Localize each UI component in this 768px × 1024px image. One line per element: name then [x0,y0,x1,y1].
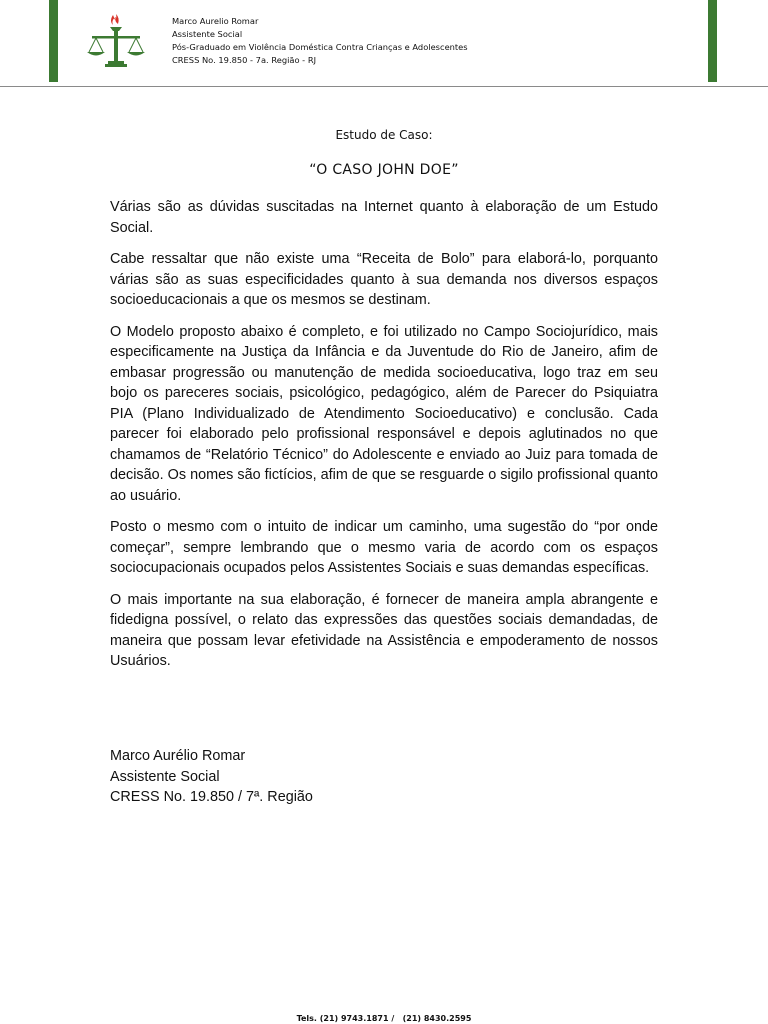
paragraph: Cabe ressaltar que não existe uma “Receita de Bolo” para elaborá-lo, porquanto várias são as suas especificidades quanto à sua demanda nos diversos espaços socioeducacionais a que os mesmos se destinam. [110,251,658,308]
signature-role: Assistente Social [110,768,220,785]
right-green-bar [708,0,717,82]
document-body [110,197,658,683]
paragraph: Várias são as dúvidas suscitadas na Internet quanto à elaboração de um Estudo Social. [110,199,658,236]
paragraph: O Modelo proposto abaixo é completo, e foi utilizado no Campo Sociojurídico, mais especificamente na Justiça da Infância e da Juventude do Rio de Janeiro, afim de embasar progressão ou manutenção de medida socioeducativa, logo traz em seu bojo os pareceres sociais, psicológico, pedagógico, além de Parecer do Psiquiatra PIA (Plano Individualizado de Atendimento Socioeducativo) e conclusão. Cada parecer foi elaborado pelo profissional responsável e depois aglutinados no que chamamos de “Relatório Técnico” do Adolescente e enviado ao Juiz para tomada de decisão. Os nomes são fictícios, afim de que se resguarde o sigilo profissional quanto ao usuário. [110,323,658,504]
case-title: “O CASO JOHN DOE” [309,162,459,178]
letterhead-profession: Assistente Social [172,29,243,39]
letterhead-registration: CRESS No. 19.850 - 7a. Região - RJ [172,55,317,65]
header-divider [0,86,768,87]
document-heading: Estudo de Caso: [335,128,433,142]
paragraph: Posto o mesmo com o intuito de indicar um caminho, uma sugestão do “por onde começar”, sempre lembrando que o mesmo varia de acordo com os espaços sociocupacionais ocupados pelos Assistentes Sociais e suas demandas específicas. [110,519,658,576]
letterhead-qualification: Pós-Graduado em Violência Doméstica Contra Crianças e Adolescentes [172,42,468,52]
scales-of-justice-torch-icon [80,12,152,70]
letterhead [172,15,468,67]
signature-block [110,746,313,808]
footer-phones: Tels. (21) 9743.1871 / (21) 8430.2595 [296,1014,472,1023]
signature-registration: CRESS No. 19.850 / 7ª. Região [110,789,313,805]
signature-name: Marco Aurélio Romar [110,748,246,764]
left-green-bar [49,0,58,82]
paragraph: O mais importante na sua elaboração, é fornecer de maneira ampla abrangente e fidedigna possível, o relato das expressões das questões sociais demandadas, de maneira que possam levar efetividade na Assistência e empoderamento de nossos Usuários. [110,591,658,669]
letterhead-name: Marco Aurelio Romar [172,16,259,26]
